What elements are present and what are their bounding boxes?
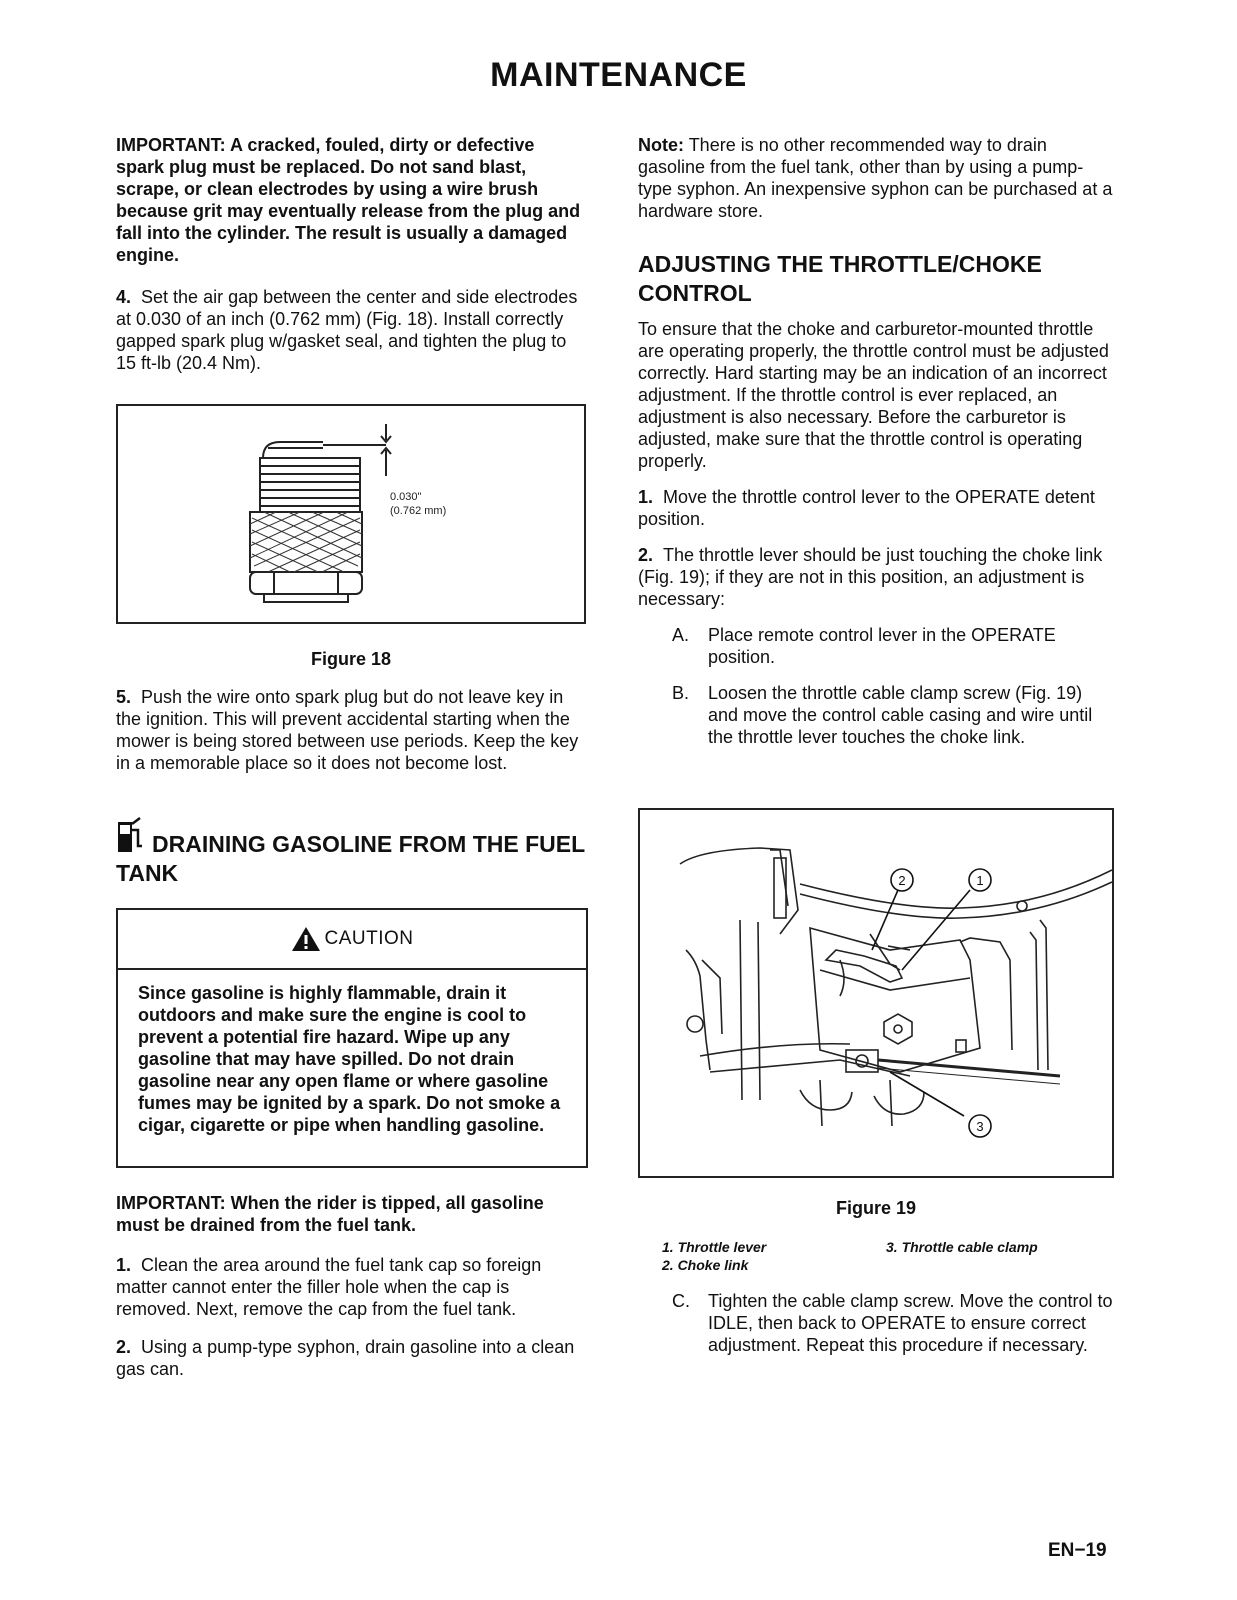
step-number: 2.: [638, 545, 654, 565]
legend-item-1: 1. Throttle lever: [662, 1239, 767, 1255]
left-column: [116, 134, 586, 774]
drain-step-1: [116, 1254, 586, 1320]
callout-3-label: 3: [976, 1119, 984, 1134]
step-text: Push the wire onto spark plug but do not leave key in the ignition. This will prevent accidental starting when the mower is being stored between use periods. Keep the key in a memorable place so it does not become lost.: [116, 687, 579, 773]
throttle-heading: ADJUSTING THE THROTTLE/CHOKE CONTROL: [638, 251, 1042, 306]
step-5: [116, 686, 586, 774]
throttle-lever: [826, 950, 902, 982]
throttle-step-1: [638, 486, 1114, 530]
legend-item-3: 3. Throttle cable clamp: [886, 1239, 1038, 1255]
step-number: 4.: [116, 287, 132, 307]
figure-19-caption: Figure 19: [835, 1198, 917, 1218]
figure-18-box: [116, 404, 586, 624]
substep-letter: B.: [672, 683, 690, 703]
step-text: Using a pump-type syphon, drain gasoline into a clean gas can.: [116, 1337, 575, 1379]
page-title: MAINTENANCE: [490, 56, 747, 94]
caution-title: CAUTION: [324, 928, 414, 949]
step-number: 1.: [116, 1255, 132, 1275]
caution-header: [118, 910, 586, 970]
page-number: EN−19: [1048, 1540, 1107, 1561]
figure-18-caption: Figure 18: [310, 649, 392, 669]
gap-inch-label: 0.030": [390, 491, 422, 503]
callout-1-label: 1: [976, 873, 984, 888]
substep-text: Place remote control lever in the OPERATE position.: [708, 625, 1056, 667]
substep-c-wrap: [672, 1290, 1114, 1356]
draining-heading-text: DRAINING GASOLINE FROM THE FUEL TANK: [116, 831, 585, 886]
important-tipped-note: IMPORTANT: When the rider is tipped, all gasoline must be drained from the fuel tank.: [116, 1193, 544, 1235]
substep-text: Loosen the throttle cable clamp screw (Fig. 19) and move the control cable casing and wire until the throttle lever touches the choke link.: [708, 683, 1093, 747]
fuel-pump-icon: [116, 816, 144, 854]
substep-a: [672, 624, 1114, 668]
step-4: [116, 286, 586, 374]
note-text: There is no other recommended way to drain gasoline from the fuel tank, other than by using a pump-type syphon. An inexpensive syphon can be purchased at a hardware store.: [638, 135, 1113, 221]
step-number: 5.: [116, 687, 132, 707]
engine-shroud: [680, 848, 798, 934]
note-label: Note:: [638, 135, 684, 155]
substep-letter: C.: [672, 1291, 690, 1311]
spark-plug-diagram: [118, 406, 584, 622]
drain-step-2: [116, 1336, 586, 1380]
step-text: Move the throttle control lever to the OPERATE detent position.: [638, 487, 1095, 529]
throttle-step-2: [638, 544, 1114, 610]
throttle-intro: To ensure that the choke and carburetor-mounted throttle are operating properly, the throttle control must be adjusted correctly. Hard starting may be an indication of an incorrect adjustment. If the throttle control is ever replaced, an adjustment is also necessary. Before the carburetor is adjusted, make sure that the throttle control is operating properly.: [638, 319, 1109, 471]
callout-2-label: 2: [898, 873, 906, 888]
draining-section-heading: [116, 816, 586, 888]
caution-box: [116, 908, 588, 1168]
throttle-linkage-diagram: [640, 810, 1112, 1176]
figure-19-legend: [662, 1238, 1102, 1278]
step-text: Set the air gap between the center and side electrodes at 0.030 of an inch (0.762 mm) (Fig. 18). Install correctly gapped spark plug w/gasket seal, and tighten the plug to 15 ft-lb (20.4 Nm).: [116, 287, 578, 373]
step-text: Clean the area around the fuel tank cap so foreign matter cannot enter the filler hole when the cap is removed. Next, remove the cap from the fuel tank.: [116, 1255, 542, 1319]
step-number: 1.: [638, 487, 654, 507]
substep-text: Tighten the cable clamp screw. Move the control to IDLE, then back to OPERATE to ensure correct adjustment. Repeat this procedure if necessary.: [708, 1291, 1113, 1355]
side-electrode: [263, 442, 323, 458]
syphon-note: [638, 134, 1114, 222]
substep-c: [672, 1290, 1114, 1356]
step-text: The throttle lever should be just touching the choke link (Fig. 19); if they are not in this position, an adjustment is necessary:: [638, 545, 1103, 609]
left-column-lower: [116, 1192, 586, 1380]
gap-mm-label: (0.762 mm): [390, 505, 447, 517]
important-spark-plug-note: IMPORTANT: A cracked, fouled, dirty or defective spark plug must be replaced. Do not sand blast, scrape, or clean electrodes by using a wire brush because grit may eventually release from the plug and fall into the cylinder. The result is usually a damaged engine.: [116, 135, 581, 265]
substep-letter: A.: [672, 625, 690, 645]
caution-text: Since gasoline is highly flammable, drain it outdoors and make sure the engine is cool to prevent a potential fire hazard. Wipe up any gasoline that may have spilled. Do not drain gasoline near any open flame or where gasoline fumes may be ignited by a spark. Do not smoke a cigar, cigarette or pipe when handling gasoline.: [138, 983, 561, 1135]
right-column: [638, 134, 1114, 748]
legend-item-2: 2. Choke link: [662, 1257, 749, 1273]
warning-triangle-icon: [291, 926, 321, 952]
figure-19-box: [638, 808, 1114, 1178]
step-number: 2.: [116, 1337, 132, 1357]
substep-b: [672, 682, 1114, 748]
